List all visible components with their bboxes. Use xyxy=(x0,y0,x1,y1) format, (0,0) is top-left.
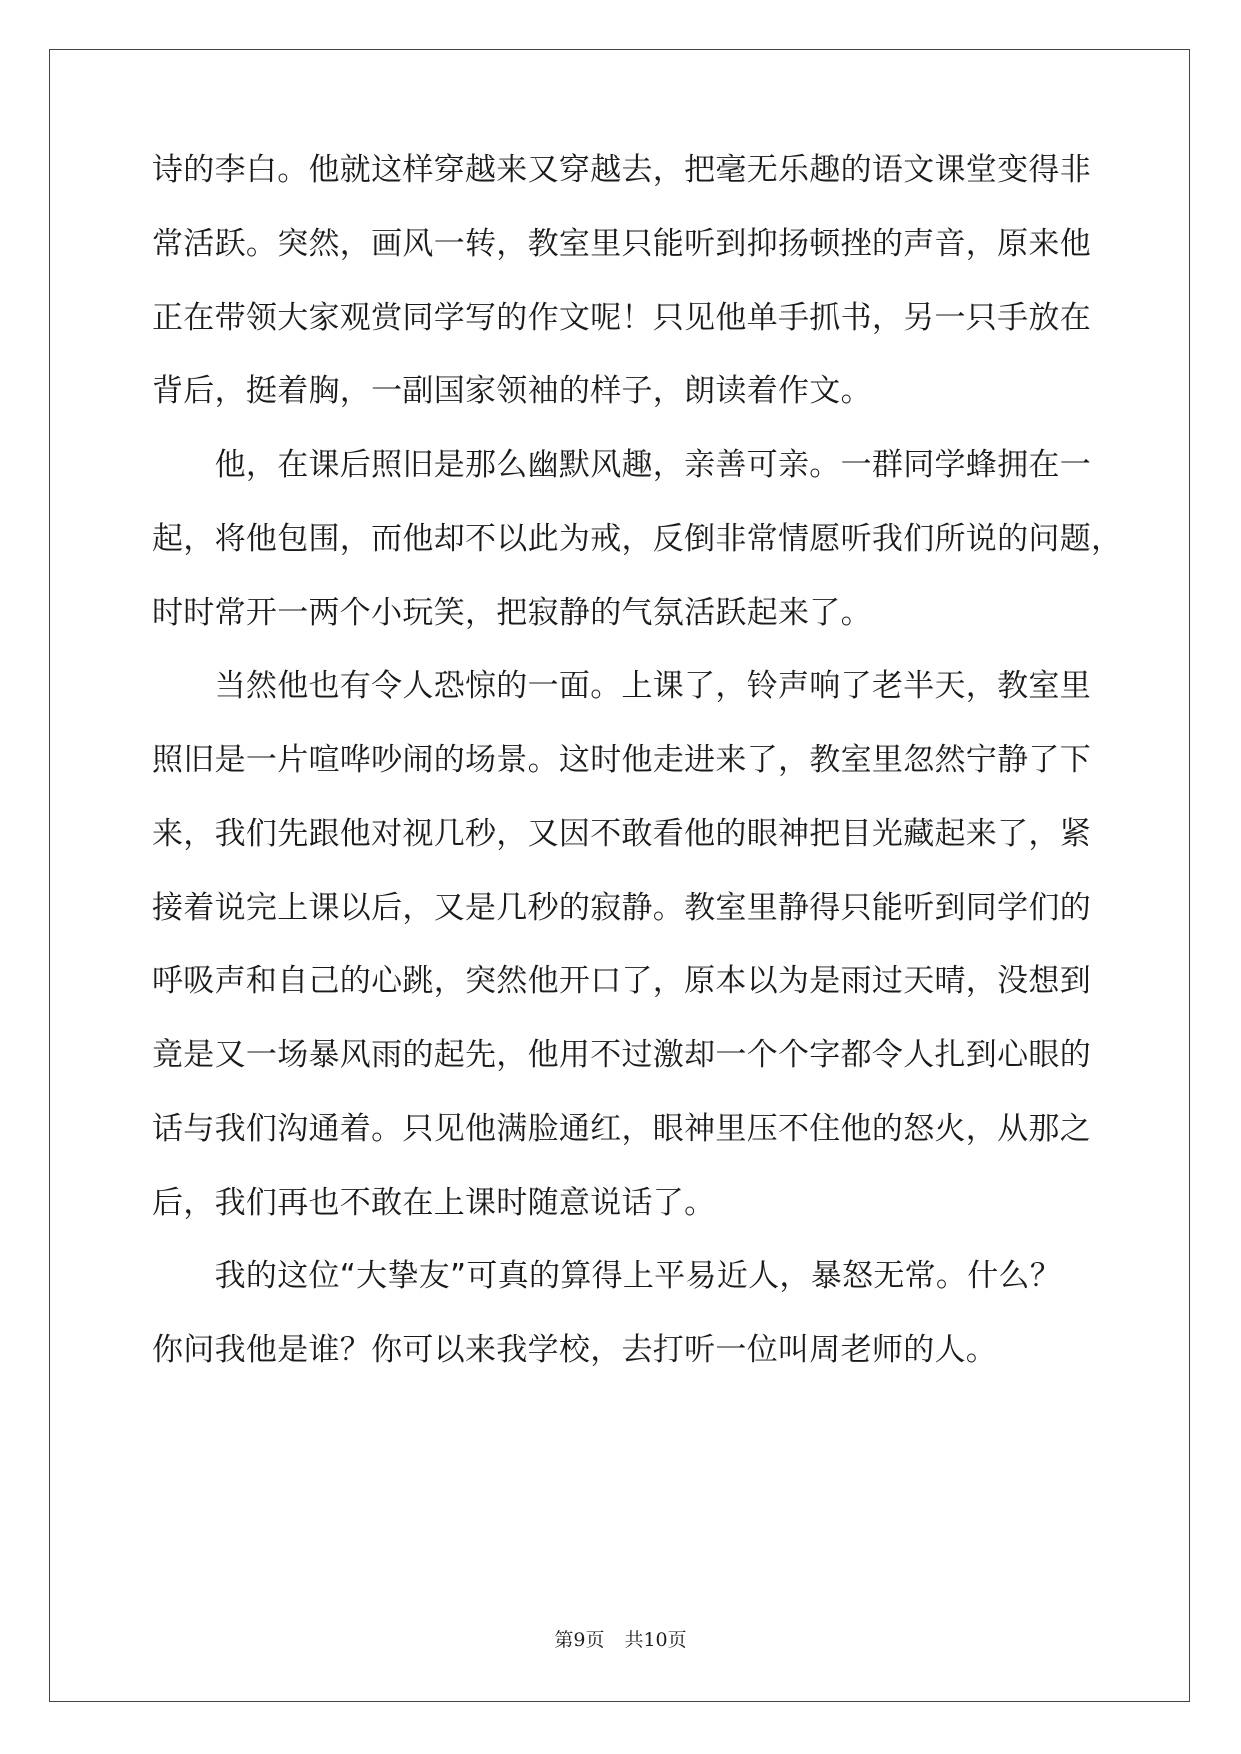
text-line: 起，将他包围，而他却不以此为戒，反倒非常情愿听我们所说的问题， xyxy=(152,521,1123,557)
text-line: 背后，挺着胸，一副国家领袖的样子，朗读着作文。 xyxy=(152,373,872,409)
text-line: 我的这位“大挚友”可真的算得上平易近人，暴怒无常。什么？ xyxy=(152,1258,1062,1294)
text-line: 他，在课后照旧是那么幽默风趣，亲善可亲。一群同学蜂拥在一 xyxy=(152,447,1091,483)
text-line: 照旧是一片喧哗吵闹的场景。这时他走进来了，教室里忽然宁静了下 xyxy=(152,742,1091,778)
text-line: 诗的李白。他就这样穿越来又穿越去，把毫无乐趣的语文课堂变得非 xyxy=(152,152,1091,188)
page-border xyxy=(49,49,1190,1702)
text-line: 正在带领大家观赏同学写的作文呢！只见他单手抓书，另一只手放在 xyxy=(152,300,1091,336)
total-pages: 共10页 xyxy=(624,1629,687,1651)
page-number: 第9页 xyxy=(554,1629,605,1651)
text-line: 常活跃。突然，画风一转，教室里只能听到抑扬顿挫的声音，原来他 xyxy=(152,226,1091,262)
text-line: 竟是又一场暴风雨的起先，他用不过激却一个个字都令人扎到心眼的 xyxy=(152,1037,1091,1073)
text-line: 接着说完上课以后，又是几秒的寂静。教室里静得只能听到同学们的 xyxy=(152,890,1091,926)
text-line: 当然他也有令人恐惊的一面。上课了，铃声响了老半天，教室里 xyxy=(152,668,1091,704)
text-line: 呼吸声和自己的心跳，突然他开口了，原本以为是雨过天晴，没想到 xyxy=(152,963,1091,999)
text-line: 话与我们沟通着。只见他满脸通红，眼神里压不住他的怒火，从那之 xyxy=(152,1111,1091,1147)
text-line: 来，我们先跟他对视几秒，又因不敢看他的眼神把目光藏起来了，紧 xyxy=(152,816,1091,852)
page-number-footer xyxy=(0,1628,1241,1652)
text-line: 后，我们再也不敢在上课时随意说话了。 xyxy=(152,1185,716,1221)
text-line: 你问我他是谁？你可以来我学校，去打听一位叫周老师的人。 xyxy=(152,1332,998,1368)
text-line: 时时常开一两个小玩笑，把寂静的气氛活跃起来了。 xyxy=(152,595,872,631)
